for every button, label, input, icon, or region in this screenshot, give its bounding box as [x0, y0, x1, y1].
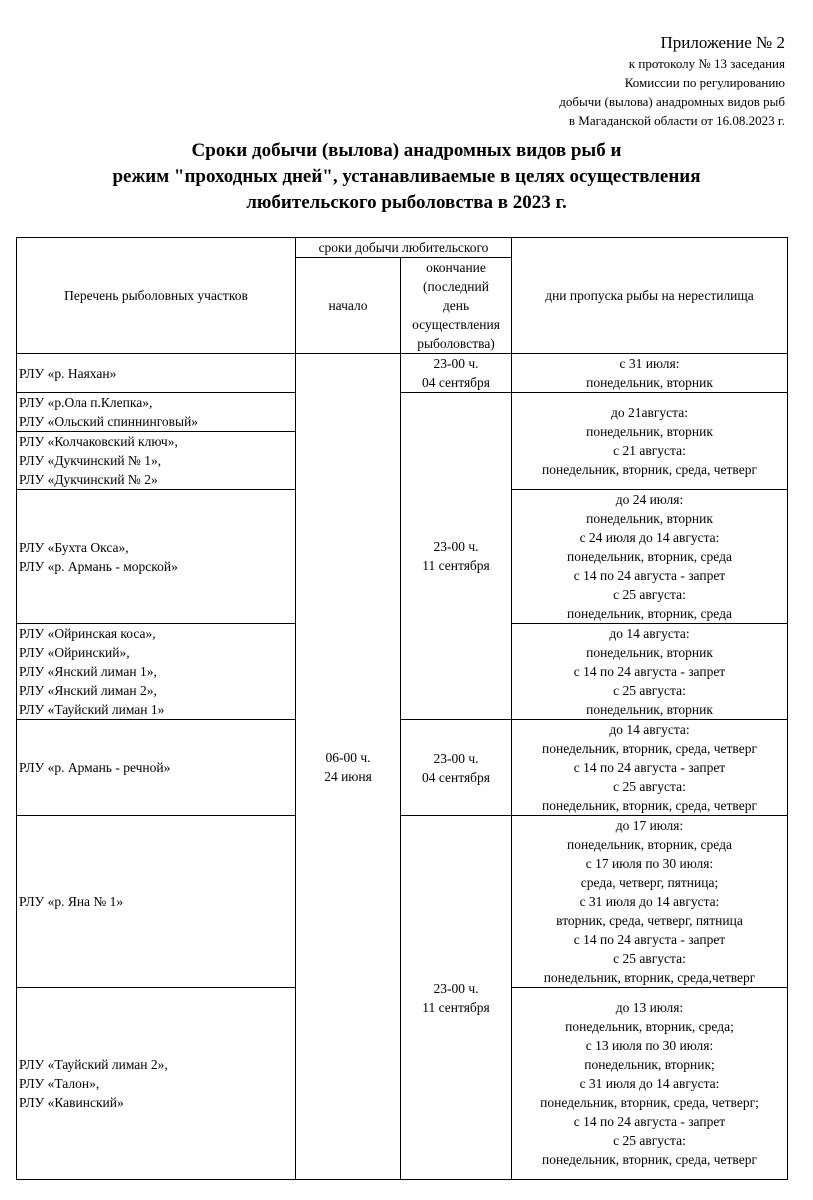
end-cell: 23-00 ч. 11 сентября: [401, 393, 512, 720]
days-cell: с 31 июля: понедельник, вторник: [512, 354, 788, 393]
header-start: начало: [296, 258, 401, 354]
header-passage-days: дни пропуска рыбы на нерестилища: [512, 238, 788, 354]
end-cell: 23-00 ч. 04 сентября: [401, 354, 512, 393]
end-cell: 23-00 ч. 04 сентября: [401, 720, 512, 816]
days-cell: до 14 августа: понедельник, вторник с 14 по 24 августа - запрет с 25 августа: понедельник, вторник: [512, 624, 788, 720]
header-period-group: сроки добычи любительского: [296, 238, 512, 258]
sites-cell: РЛУ «р. Армань - речной»: [17, 720, 296, 816]
document-title: Сроки добычи (вылова) анадромных видов рыб и режим "проходных дней", устанавливаемые в целях осуществления любительского рыболовства в 2023 г.: [112, 140, 701, 213]
days-cell: до 13 июля: понедельник, вторник, среда; с 13 июля по 30 июля: понедельник, вторник; с 31 июля до 14 августа: понедельник, вторник, среда, четверг; с 14 по 24 августа - запрет с 25 августа: понедельник, вторник, среда, четверг: [512, 988, 788, 1180]
sites-cell: РЛУ «р. Наяхан»: [17, 354, 296, 393]
days-cell: до 21августа: понедельник, вторник с 21 августа: понедельник, вторник, среда, четверг: [512, 393, 788, 490]
sites-cell: РЛУ «Бухта Окса», РЛУ «р. Армань - морской»: [17, 490, 296, 624]
table-row: [17, 720, 788, 816]
appendix-protocol: к протоколу № 13 заседания Комиссии по регулированию добычи (вылова) анадромных видов рыб в Магаданской области от 16.08.2023 г.: [559, 56, 785, 128]
days-cell: до 17 июля: понедельник, вторник, среда с 17 июля по 30 июля: среда, четверг, пятница; с 31 июля до 14 августа: вторник, среда, четверг, пятница с 14 по 24 августа - запрет с 25 августа: понедельник, вторник, среда,четверг: [512, 816, 788, 988]
header-end: окончание (последний день осуществления рыболовства): [401, 258, 512, 354]
sites-cell: РЛУ «Тауйский лиман 2», РЛУ «Талон», РЛУ «Кавинский»: [17, 988, 296, 1180]
table-row: [17, 816, 788, 988]
appendix-number: Приложение № 2: [660, 33, 785, 52]
sites-cell: РЛУ «р.Ола п.Клепка», РЛУ «Ольский спиннинговый»: [17, 393, 296, 432]
header-sites: Перечень рыболовных участков: [17, 238, 296, 354]
end-cell: 23-00 ч. 11 сентября: [401, 816, 512, 1180]
fishing-schedule-table: [16, 237, 788, 1180]
days-cell: до 24 июля: понедельник, вторник с 24 июля до 14 августа: понедельник, вторник, среда с 14 по 24 августа - запрет с 25 августа: понедельник, вторник, среда: [512, 490, 788, 624]
sites-cell: РЛУ «Ойринская коса», РЛУ «Ойринский», РЛУ «Янский лиман 1», РЛУ «Янский лиман 2», РЛУ «Тауйский лиман 1»: [17, 624, 296, 720]
table-row: [17, 354, 788, 393]
appendix-header: [559, 32, 785, 130]
days-cell: до 14 августа: понедельник, вторник, среда, четверг с 14 по 24 августа - запрет с 25 августа: понедельник, вторник, среда, четверг: [512, 720, 788, 816]
sites-cell: РЛУ «Колчаковский ключ», РЛУ «Дукчинский № 1», РЛУ «Дукчинский № 2»: [17, 432, 296, 490]
sites-cell: РЛУ «р. Яна № 1»: [17, 816, 296, 988]
table-row: [17, 393, 788, 432]
start-cell: 06-00 ч. 24 июня: [296, 354, 401, 1180]
